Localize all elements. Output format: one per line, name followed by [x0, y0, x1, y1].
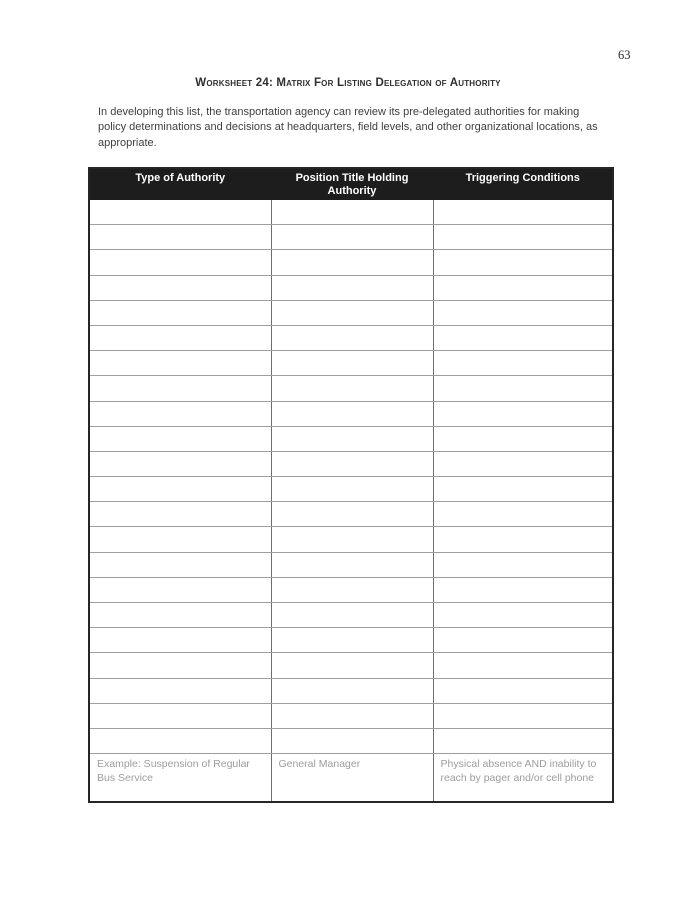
- example-cell-position-title: General Manager: [271, 754, 433, 802]
- table-row-empty: [89, 325, 613, 350]
- empty-cell: [433, 351, 613, 376]
- empty-cell: [89, 376, 271, 401]
- empty-cell: [433, 401, 613, 426]
- worksheet-title: Worksheet 24: Matrix For Listing Delegation of Authority: [195, 77, 501, 89]
- column-header-position-title: Position Title Holding Authority: [271, 168, 433, 200]
- empty-cell: [271, 703, 433, 728]
- empty-cell: [271, 250, 433, 275]
- empty-cell: [433, 250, 613, 275]
- table-row-empty: [89, 200, 613, 225]
- empty-cell: [271, 728, 433, 753]
- table-row-empty: [89, 225, 613, 250]
- empty-cell: [89, 477, 271, 502]
- table-row-empty: [89, 653, 613, 678]
- empty-cell: [433, 451, 613, 476]
- empty-cell: [89, 250, 271, 275]
- empty-cell: [271, 628, 433, 653]
- empty-cell: [433, 603, 613, 628]
- table-row-empty: [89, 426, 613, 451]
- empty-cell: [89, 628, 271, 653]
- empty-cell: [433, 678, 613, 703]
- empty-cell: [271, 451, 433, 476]
- table-row-empty: [89, 728, 613, 753]
- table-row-empty: [89, 678, 613, 703]
- empty-cell: [271, 603, 433, 628]
- page-number: 63: [618, 48, 631, 62]
- table-row-empty: [89, 603, 613, 628]
- empty-cell: [433, 200, 613, 225]
- empty-cell: [271, 376, 433, 401]
- column-header-type-of-authority: Type of Authority: [89, 168, 271, 200]
- column-header-triggering-conditions: Triggering Conditions: [433, 168, 613, 200]
- empty-cell: [271, 502, 433, 527]
- table-row-empty: [89, 300, 613, 325]
- table-row-empty: [89, 628, 613, 653]
- empty-cell: [433, 703, 613, 728]
- empty-cell: [433, 477, 613, 502]
- empty-cell: [89, 728, 271, 753]
- table-header: [89, 168, 613, 200]
- empty-cell: [89, 225, 271, 250]
- empty-cell: [433, 552, 613, 577]
- empty-cell: [433, 653, 613, 678]
- empty-cell: [433, 300, 613, 325]
- empty-cell: [433, 577, 613, 602]
- empty-cell: [89, 527, 271, 552]
- empty-cell: [271, 527, 433, 552]
- empty-cell: [89, 351, 271, 376]
- table-row-empty: [89, 250, 613, 275]
- empty-cell: [89, 703, 271, 728]
- table-row-empty: [89, 577, 613, 602]
- empty-cell: [271, 200, 433, 225]
- empty-cell: [89, 325, 271, 350]
- empty-cell: [89, 552, 271, 577]
- empty-cell: [89, 275, 271, 300]
- empty-cell: [433, 376, 613, 401]
- empty-cell: [89, 401, 271, 426]
- table-row-empty: [89, 376, 613, 401]
- empty-cell: [89, 502, 271, 527]
- table-row-empty: [89, 552, 613, 577]
- empty-cell: [89, 678, 271, 703]
- empty-cell: [433, 275, 613, 300]
- empty-cell: [433, 225, 613, 250]
- table-row-empty: [89, 351, 613, 376]
- table-row-empty: [89, 275, 613, 300]
- empty-cell: [271, 426, 433, 451]
- empty-cell: [271, 225, 433, 250]
- example-cell-triggering-conditions: Physical absence AND inability to reach by pager and/or cell phone: [433, 754, 613, 802]
- empty-cell: [89, 653, 271, 678]
- empty-cell: [89, 451, 271, 476]
- table-row-empty: [89, 703, 613, 728]
- example-cell-type-of-authority: Example: Suspension of Regular Bus Service: [89, 754, 271, 802]
- table-row-example: [89, 754, 613, 802]
- table-row-empty: [89, 477, 613, 502]
- delegation-matrix-table: [88, 167, 614, 803]
- table-row-empty: [89, 401, 613, 426]
- table-example-rows: [89, 754, 613, 802]
- empty-cell: [271, 477, 433, 502]
- empty-cell: [271, 351, 433, 376]
- table-row-empty: [89, 527, 613, 552]
- empty-cell: [433, 325, 613, 350]
- empty-cell: [89, 577, 271, 602]
- empty-cell: [271, 653, 433, 678]
- empty-cell: [433, 728, 613, 753]
- empty-cell: [433, 628, 613, 653]
- table-row-empty: [89, 502, 613, 527]
- empty-cell: [271, 577, 433, 602]
- table-empty-rows: [89, 200, 613, 754]
- empty-cell: [271, 325, 433, 350]
- table-header-row: [89, 168, 613, 200]
- empty-cell: [89, 426, 271, 451]
- empty-cell: [271, 275, 433, 300]
- empty-cell: [433, 426, 613, 451]
- empty-cell: [271, 552, 433, 577]
- empty-cell: [89, 300, 271, 325]
- empty-cell: [433, 502, 613, 527]
- empty-cell: [271, 678, 433, 703]
- empty-cell: [271, 300, 433, 325]
- intro-paragraph: In developing this list, the transportation agency can review its pre-delegated authorities for making policy determinations and decisions at headquarters, field levels, and other organizational locations, as appropriate.: [98, 106, 598, 149]
- empty-cell: [271, 401, 433, 426]
- empty-cell: [89, 603, 271, 628]
- empty-cell: [433, 527, 613, 552]
- table-row-empty: [89, 451, 613, 476]
- empty-cell: [89, 200, 271, 225]
